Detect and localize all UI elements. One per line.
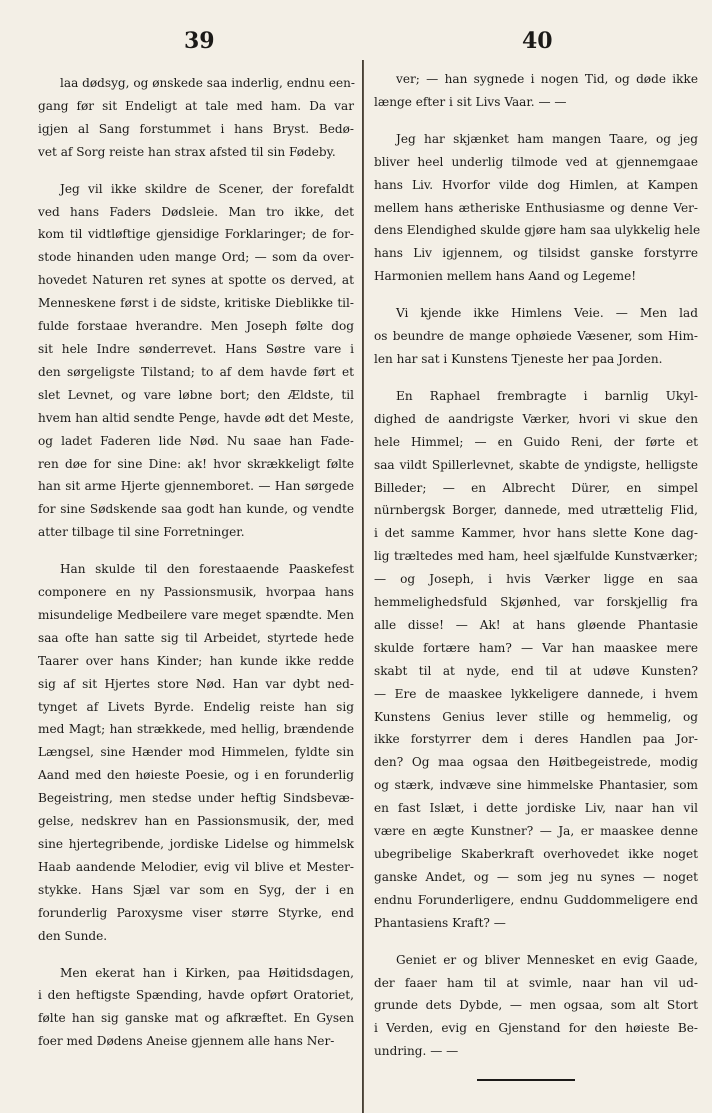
- text-line: i Verden, evig en Gjenstand for den høieste Be-: [374, 1021, 698, 1036]
- paragraph: [374, 385, 698, 935]
- text-line: med Magt; han strækkede, med hellig, brændende: [38, 722, 354, 737]
- text-line: sine hjertegribende, jordiske Lidelse og himmelsk: [38, 837, 354, 851]
- text-line: i den heftigste Spænding, havde opført Oratoriet,: [38, 988, 354, 1003]
- text-line: Phantasiens Kraft? —: [374, 915, 506, 930]
- text-line: han sit arme Hjerte gjennemboret. — Han sørgede: [38, 479, 354, 494]
- page-right: [364, 0, 712, 1113]
- text-line: Haab aandende Melodier, evig vil blive et Mester-: [38, 859, 354, 874]
- text-line: Jeg vil ikke skildre de Scener, der forefaldt: [60, 181, 354, 196]
- text-line: ubegribelige Skaberkraft overhovedet ikke noget: [374, 847, 698, 861]
- text-line: dighed de aandrigste Værker, hvori vi skue den: [374, 411, 698, 426]
- text-line: — Ere de maaskee lykkeligere dannede, i hvem: [374, 686, 698, 701]
- text-line: for sine Sødskende saa godt han kunde, og vendte: [38, 502, 354, 517]
- text-line: være en ægte Kunstner? — Ja, er maaskee denne: [374, 824, 698, 839]
- text-line: der faaer ham til at svimle, naar han vil ud-: [374, 975, 698, 990]
- text-line: gelse, nedskrev han en Passionsmusik, der, med: [38, 814, 354, 829]
- text-line: hans Liv. Hvorfor vilde dog Himlen, at Kampen: [374, 177, 698, 192]
- text-line: stykke. Hans Sjæl var som en Syg, der i en: [38, 882, 354, 897]
- paragraph: [374, 68, 698, 114]
- text-line: hovedet Naturen ret synes at spotte os derved, at: [38, 273, 354, 288]
- text-line: foer med Dødens Aneise gjennem alle hans Ner-: [38, 1034, 335, 1049]
- text-line: vet af Sorg reiste han strax afsted til sin Fødeby.: [38, 144, 336, 159]
- text-line: den? Og maa ogsaa den Høitbegeistrede, modig: [374, 755, 698, 770]
- text-line: skulde fortære ham? — Var han maaskee mere: [374, 640, 698, 655]
- text-line: saa vildt Spillerlevnet, skabte de yndigste, helligste: [374, 457, 698, 472]
- text-line: Taarer over hans Kinder; han kunde ikke redde: [38, 653, 354, 668]
- text-line: mellem hans ætheriske Enthusiasme og denne Ver-: [374, 200, 698, 215]
- paragraph: [38, 962, 354, 1054]
- text-line: nürnbergsk Borger, dannede, med utrættelig Flid,: [374, 503, 698, 518]
- text-line: endnu Forunderligere, endnu Guddommeligere end: [374, 892, 698, 907]
- paragraph: [38, 72, 354, 164]
- text-line: grunde dets Dybde, — men ogsaa, som alt Stort: [374, 998, 698, 1013]
- text-line: igjen al Sang forstummet i hans Bryst. Bedø-: [38, 121, 354, 136]
- page-number-right: 40: [522, 28, 553, 54]
- text-line: sig af sit Hjertes store Nød. Han var dybt ned-: [38, 676, 354, 691]
- text-line: Længsel, sine Hænder mod Himmelen, fyldte sin: [38, 745, 354, 760]
- text-line: hans Liv igjennem, og tilsidst ganske forstyrre: [374, 246, 698, 261]
- text-line: — og Joseph, i hvis Værker ligge en saa: [374, 572, 698, 587]
- right-text: [374, 68, 701, 1063]
- text-line: dens Elendighed skulde gjøre ham saa ulykkelig hele: [374, 223, 701, 238]
- text-line: tynget af Livets Byrde. Endelig reiste han sig: [38, 699, 354, 714]
- text-line: den Sunde.: [38, 928, 108, 943]
- text-line: Han skulde til den forestaaende Paaskefest: [60, 562, 354, 577]
- text-line: Billeder; — en Albrecht Dürer, en simpel: [374, 480, 698, 495]
- text-line: Harmonien mellem hans Aand og Legeme!: [374, 269, 637, 284]
- text-line: skabt til at nyde, end til at udøve Kunsten?: [374, 663, 698, 678]
- text-line: Vi kjende ikke Himlens Veie. — Men lad: [396, 306, 698, 321]
- page-number-left: 39: [184, 28, 215, 54]
- text-line: længe efter i sit Livs Vaar. — —: [374, 94, 567, 109]
- text-line: stode hinanden uden mange Ord; — som da over-: [38, 250, 354, 265]
- paragraph: [38, 178, 354, 545]
- left-text: [38, 72, 354, 1053]
- text-line: alle disse! — Ak! at hans gløende Phantasie: [374, 617, 698, 632]
- text-line: ved hans Faders Dødsleie. Man tro ikke, det: [38, 204, 354, 219]
- end-rule: [477, 1079, 575, 1081]
- text-line: Menneskene først i de sidste, kritiske Dieblikke til-: [38, 296, 354, 311]
- text-line: laa dødsyg, og ønskede saa inderlig, endnu een-: [60, 76, 356, 90]
- text-line: i det samme Kammer, hvor hans slette Kone dag-: [374, 526, 698, 541]
- paragraph: [374, 949, 698, 1064]
- text-line: og stærk, indvæve sine himmelske Phantasier, som: [374, 778, 698, 793]
- text-line: undring. — —: [374, 1044, 459, 1059]
- text-line: og ladet Faderen lide Nød. Nu saae han Fade-: [38, 433, 354, 448]
- text-line: Geniet er og bliver Mennesket en evig Gaade,: [396, 952, 698, 967]
- text-line: ganske Andet, og — som jeg nu synes — noget: [374, 869, 698, 884]
- text-line: gang før sit Endeligt at tale med ham. Da var: [38, 98, 354, 113]
- text-line: sit hele Indre sønderrevet. Hans Søstre vare i: [38, 341, 354, 356]
- text-line: Men ekerat han i Kirken, paa Høitidsdagen,: [60, 965, 354, 980]
- text-line: slet Levnet, og vare løbne bort; den Ældste, til: [38, 387, 354, 402]
- text-line: ikke forstyrrer dem i deres Handlen paa Jor-: [374, 732, 698, 747]
- text-line: ver; — han sygnede i nogen Tid, og døde ikke: [396, 72, 698, 86]
- text-line: componere en ny Passionsmusik, hvorpaa hans: [38, 585, 354, 600]
- text-line: atter tilbage til sine Forretninger.: [38, 525, 245, 540]
- text-line: Aand med den høieste Poesie, og i en forunderlig: [38, 768, 354, 783]
- text-line: Jeg har skjænket ham mangen Taare, og jeg: [396, 131, 698, 146]
- text-line: En Raphael frembragte i barnlig Ukyl-: [396, 388, 698, 403]
- text-line: følte han sig ganske mat og afkræftet. En Gysen: [38, 1011, 354, 1026]
- paragraph: [38, 558, 354, 947]
- text-line: forunderlig Paroxysme viser større Styrke, end: [38, 905, 354, 920]
- text-line: en fast Islæt, i dette jordiske Liv, naar han vil: [374, 801, 698, 816]
- text-line: bliver heel underlig tilmode ved at gjennemgaae: [374, 154, 698, 169]
- text-line: saa ofte han satte sig til Arbeidet, styrtede hede: [38, 630, 354, 645]
- text-line: hvem han altid sendte Penge, havde ødt det Meste,: [38, 410, 354, 425]
- text-line: misundelige Medbeilere vare meget spændte. Men: [38, 607, 354, 622]
- text-line: hemmelighedsfuld Skjønhed, var forskjellig fra: [374, 595, 698, 610]
- text-line: kom til vidtløftige gjensidige Forklaringer; de for-: [38, 227, 354, 242]
- text-line: fulde forstaae hverandre. Men Joseph følte dog: [38, 319, 354, 334]
- paragraph: [374, 128, 701, 288]
- text-line: den sørgeligste Tilstand; to af dem havde ført et: [38, 364, 354, 379]
- text-line: Kunstens Genius lever stille og hemmelig, og: [374, 709, 698, 724]
- text-line: ren døe for sine Dine: ak! hvor skrækkeligt følte: [38, 456, 354, 471]
- text-line: hele Himmel; — en Guido Reni, der førte et: [374, 434, 698, 449]
- text-line: os beundre de mange ophøiede Væsener, som Him-: [374, 329, 698, 344]
- text-line: lig træltedes med ham, heel sjælfulde Kunstværker;: [374, 549, 698, 564]
- text-line: len har sat i Kunstens Tjeneste her paa Jorden.: [374, 351, 663, 366]
- text-line: Begeistring, men stedse under heftig Sindsbevæ-: [38, 791, 354, 806]
- paragraph: [374, 302, 698, 371]
